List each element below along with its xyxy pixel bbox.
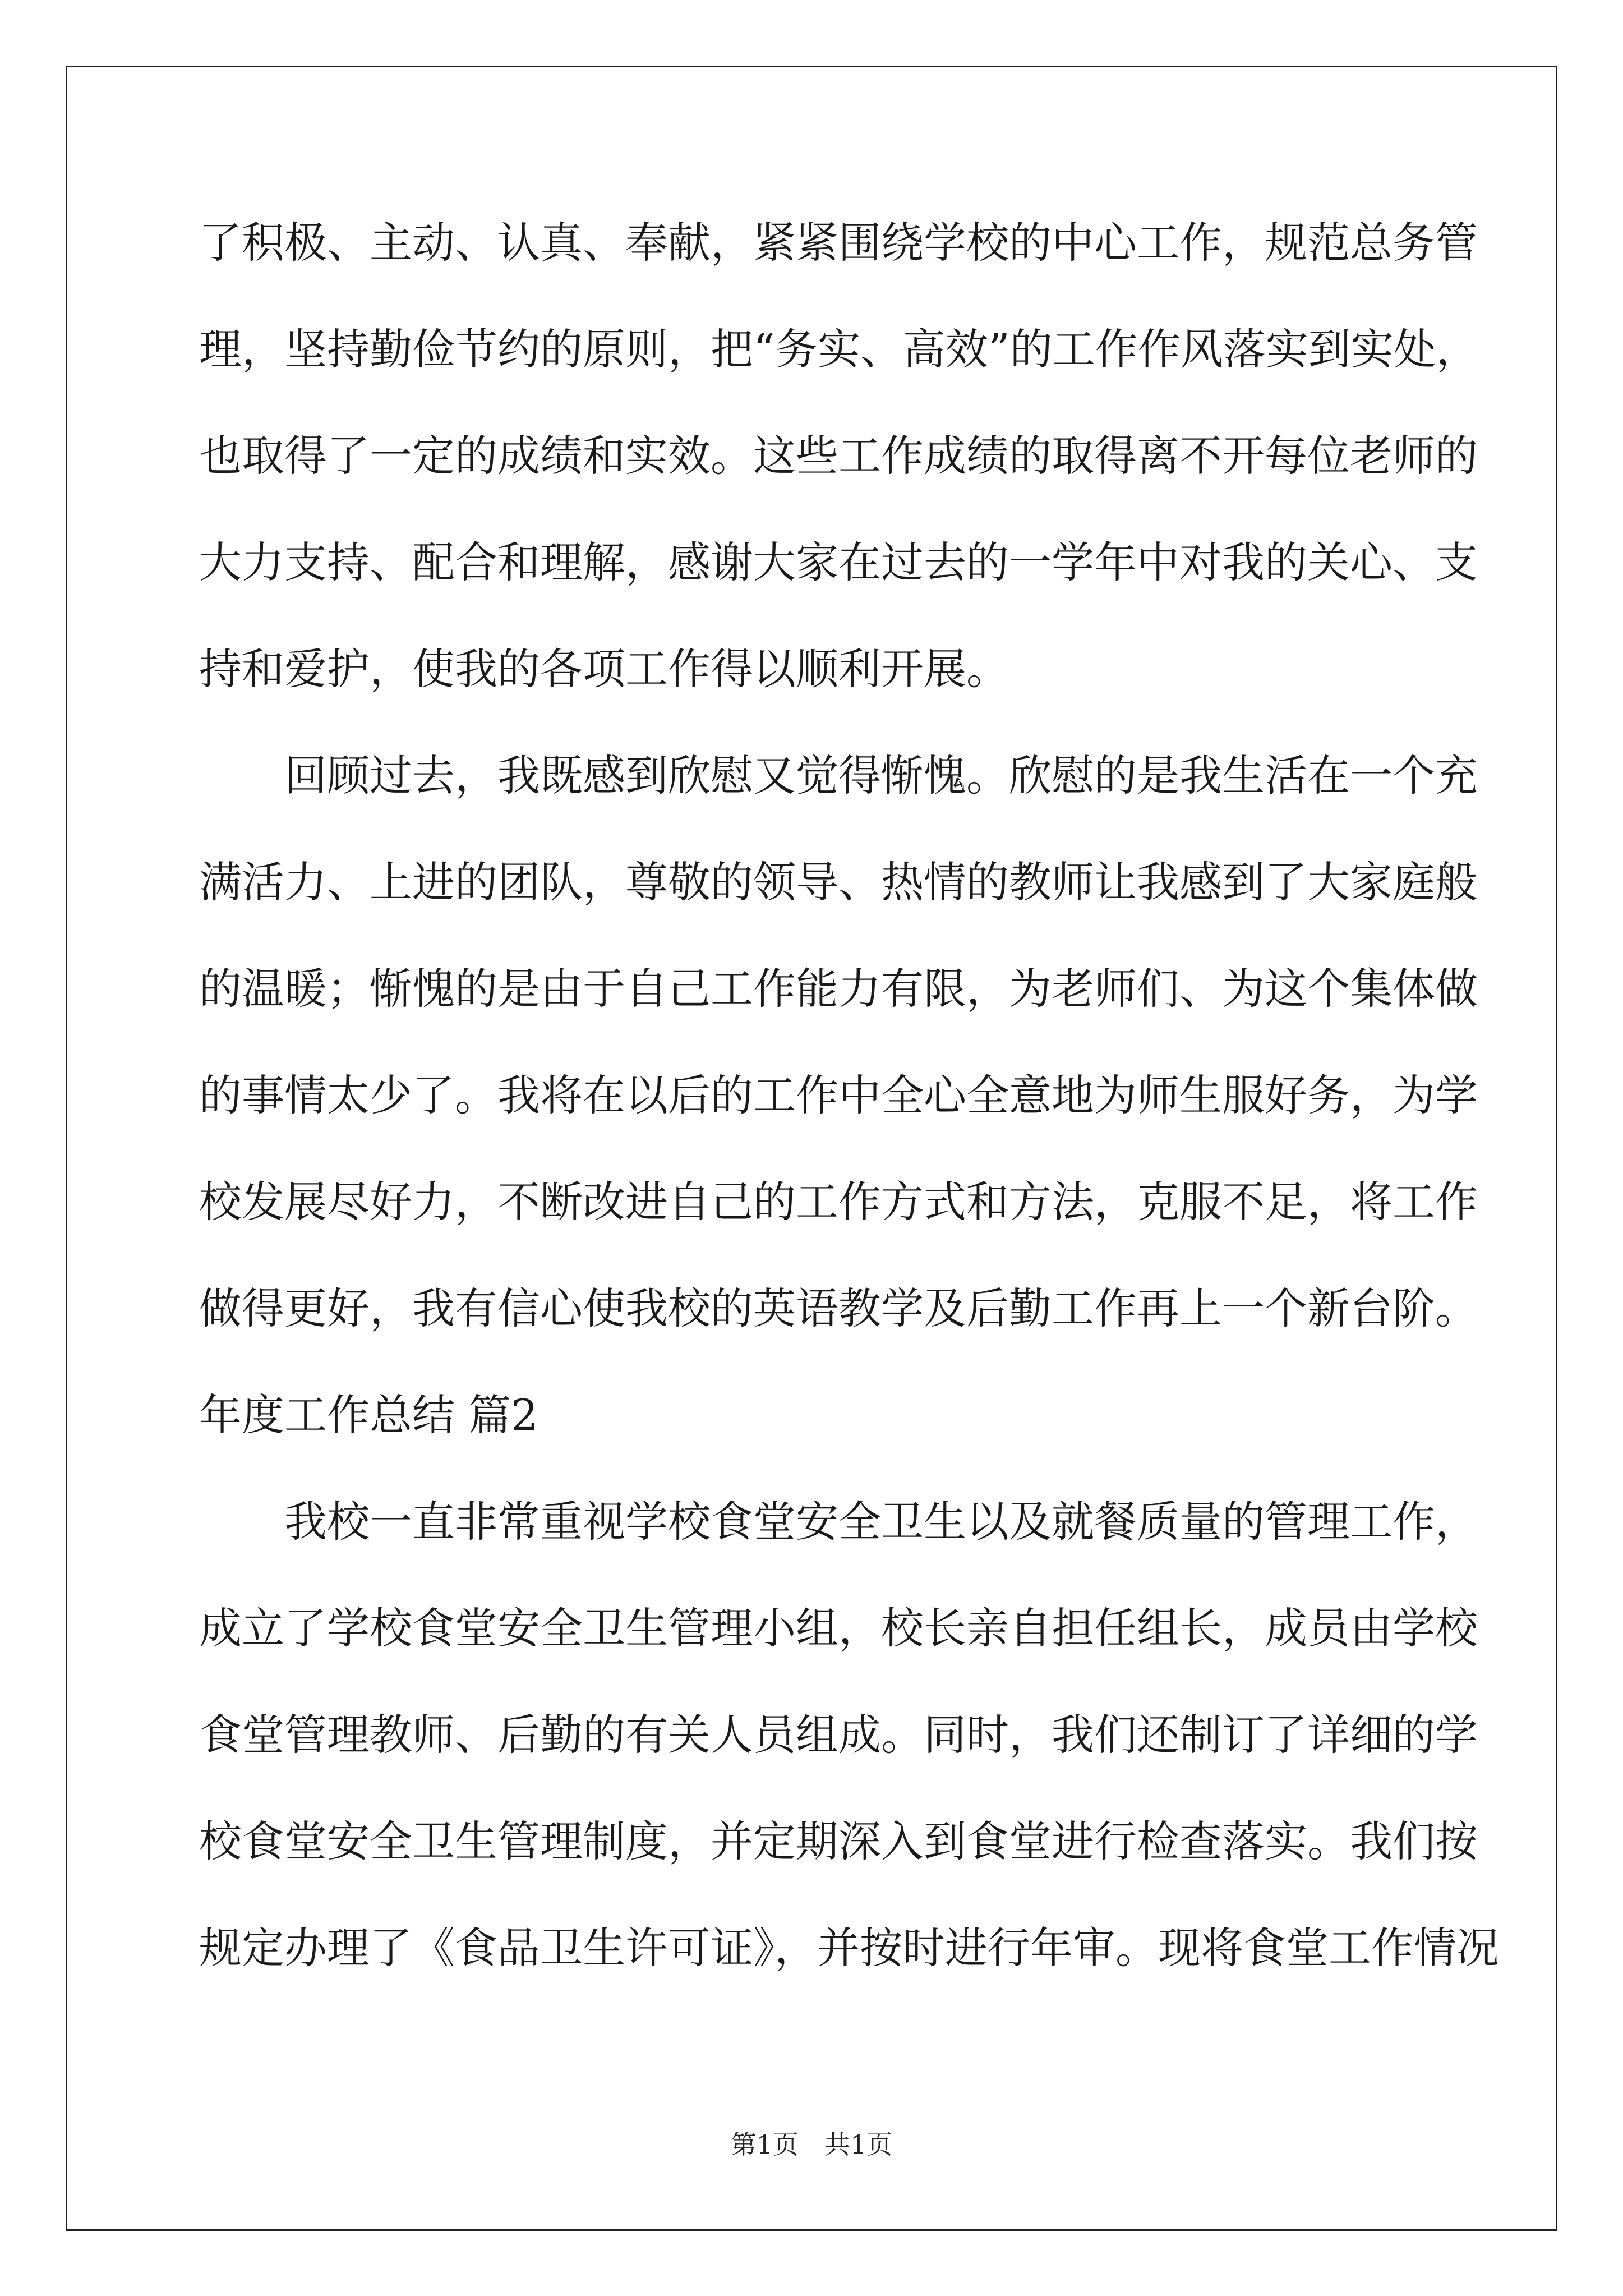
- text-line: 校发展尽好力，不断改进自己的工作方式和方法，克服不足，将工作: [199, 1177, 1478, 1227]
- text-line: 理，坚持勤俭节约的原则，把“务实、高效”的工作作风落实到实处，: [199, 324, 1479, 374]
- paragraph-end-line: 做得更好，我有信心使我校的英语教学及后勤工作再上一个新台阶。: [199, 1283, 1478, 1333]
- text-line: 大力支持、配合和理解，感谢大家在过去的一学年中对我的关心、支: [199, 537, 1478, 587]
- text-line: 的温暖；惭愧的是由于自己工作能力有限，为老师们、为这个集体做: [199, 964, 1478, 1014]
- text-line: 的事情太少了。我将在以后的工作中全心全意地为师生服好务，为学: [199, 1070, 1478, 1120]
- paragraph-end-line: 持和爱护，使我的各项工作得以顺利开展。: [199, 644, 1009, 694]
- page-footer: 第1页 共1页: [730, 2129, 893, 2160]
- paragraph-start-line: 我校一直非常重视学校食堂安全卫生以及就餐质量的管理工作，: [199, 1497, 1478, 1547]
- text-line: 食堂管理教师、后勤的有关人员组成。同时，我们还制订了详细的学: [199, 1710, 1478, 1760]
- text-line: 成立了学校食堂安全卫生管理小组，校长亲自担任组长，成员由学校: [199, 1603, 1478, 1653]
- paragraph-start-line: 回顾过去，我既感到欣慰又觉得惭愧。欣慰的是我生活在一个充: [199, 751, 1478, 800]
- section-heading: 年度工作总结 篇2: [199, 1390, 538, 1440]
- page-border: [66, 66, 1557, 2231]
- text-line: 了积极、主动、认真、奉献，紧紧围绕学校的中心工作，规范总务管: [199, 218, 1478, 268]
- text-line: 也取得了一定的成绩和实效。这些工作成绩的取得离不开每位老师的: [199, 431, 1478, 481]
- text-line: 规定办理了《食品卫生许可证》，并按时进行年审。现将食堂工作情况: [199, 1923, 1499, 1973]
- text-line: 校食堂安全卫生管理制度，并定期深入到食堂进行检查落实。我们按: [199, 1816, 1478, 1866]
- text-line: 满活力、上进的团队，尊敬的领导、热情的教师让我感到了大家庭般: [199, 857, 1478, 907]
